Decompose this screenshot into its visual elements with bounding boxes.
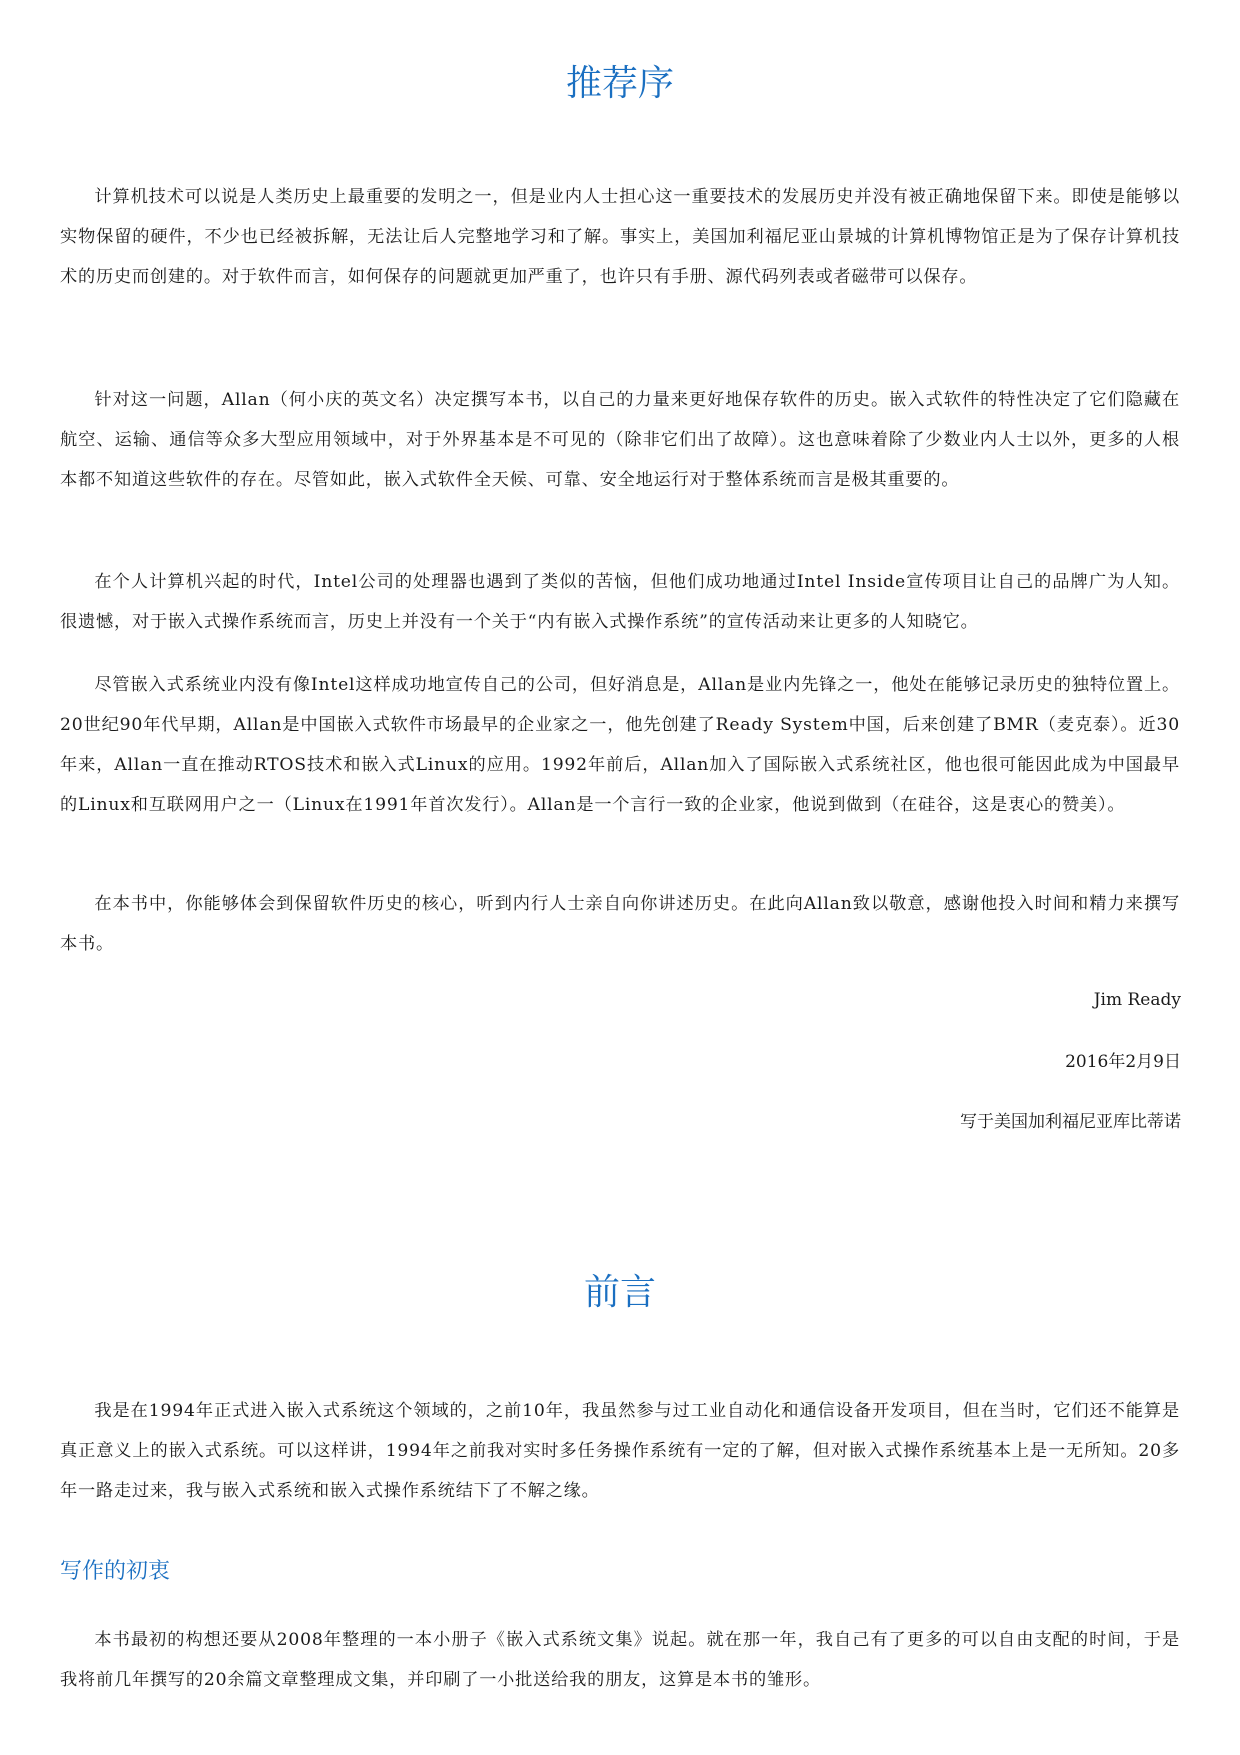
signature-date: 2016年2月9日 — [1065, 1052, 1181, 1072]
signature-place: 写于美国加利福尼亚库比蒂诺 — [960, 1112, 1181, 1132]
foreword-paragraph-3: 在个人计算机兴起的时代，Intel公司的处理器也遇到了类似的苦恼，但他们成功地通过Intel Inside宣传项目让自己的品牌广为人知。很遗憾，对于嵌入式操作系统而言，历史上并没有一个关于“内有嵌入式操作系统”的宣传活动来让更多的人知晓它。 — [60, 572, 1180, 632]
foreword-title: 推荐序 — [565, 63, 674, 104]
foreword-paragraph-5: 在本书中，你能够体会到保留软件历史的核心，听到内行人士亲自向你讲述历史。在此向Allan致以敬意，感谢他投入时间和精力来撰写本书。 — [60, 894, 1180, 954]
signature-author: Jim Ready — [1093, 990, 1181, 1010]
preface-section-paragraph-1: 本书最初的构想还要从2008年整理的一本小册子《嵌入式系统文集》说起。就在那一年，我自己有了更多的可以自由支配的时间，于是我将前几年撰写的20余篇文章整理成文集，并印刷了一小批送给我的朋友，这算是本书的雏形。 — [60, 1630, 1180, 1690]
foreword-paragraph-4: 尽管嵌入式系统业内没有像Intel这样成功地宣传自己的公司，但好消息是，Allan是业内先锋之一，他处在能够记录历史的独特位置上。20世纪90年代早期，Allan是中国嵌入式软件市场最早的企业家之一，他先创建了Ready System中国，后来创建了BMR（麦克泰）。近30年来，Allan一直在推动RTOS技术和嵌入式Linux的应用。1992年前后，Allan加入了国际嵌入式系统社区，他也很可能因此成为中国最早的Linux和互联网用户之一（Linux在1991年首次发行）。Allan是一个言行一致的企业家，他说到做到（在硅谷，这是衷心的赞美）。 — [60, 675, 1180, 815]
foreword-paragraph-1: 计算机技术可以说是人类历史上最重要的发明之一，但是业内人士担心这一重要技术的发展历史并没有被正确地保留下来。即使是能够以实物保留的硬件，不少也已经被拆解，无法让后人完整地学习和了解。事实上，美国加利福尼亚山景城的计算机博物馆正是为了保存计算机技术的历史而创建的。对于软件而言，如何保存的问题就更加严重了，也许只有手册、源代码列表或者磁带可以保存。 — [60, 187, 1180, 287]
preface-paragraph-1: 我是在1994年正式进入嵌入式系统这个领域的，之前10年，我虽然参与过工业自动化和通信设备开发项目，但在当时，它们还不能算是真正意义上的嵌入式系统。可以这样讲，1994年之前我对实时多任务操作系统有一定的了解，但对嵌入式操作系统基本上是一无所知。20多年一路走过来，我与嵌入式系统和嵌入式操作系统结下了不解之缘。 — [60, 1401, 1180, 1501]
preface-title: 前言 — [583, 1272, 656, 1313]
section-heading-writing-motivation: 写作的初衷 — [60, 1559, 171, 1584]
foreword-paragraph-2: 针对这一问题，Allan（何小庆的英文名）决定撰写本书，以自己的力量来更好地保存软件的历史。嵌入式软件的特性决定了它们隐藏在航空、运输、通信等众多大型应用领域中，对于外界基本是不可见的（除非它们出了故障）。这也意味着除了少数业内人士以外，更多的人根本都不知道这些软件的存在。尽管如此，嵌入式软件全天候、可靠、安全地运行对于整体系统而言是极其重要的。 — [60, 390, 1180, 490]
